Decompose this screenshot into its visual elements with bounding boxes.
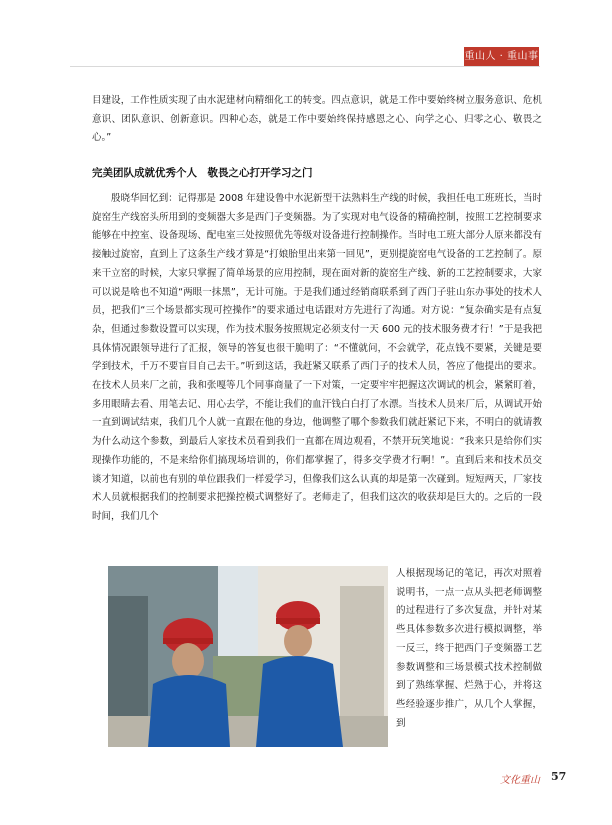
section-tab: 重山人 · 重山事 [464,47,539,66]
paragraph-body: 殷晓华回忆到：记得那是 2008 年建设鲁中水泥新型干法熟料生产线的时候，我担任电工班班长，当时旋窑生产线窑头所用到的变频器大多是西门子变频器。为了实现对电气设备的精确控制，按照工艺控制要求能够在中控室、设备现场、配电室三处按照优先等级对设备进行控制操作。当时电工班大部分人原来都没有接触过旋窑，直到上了这条生产线才算是“打娘胎里出来第一回见”，更别提旋窑电气设备的工艺控制了。原来干立窑的时候，大家只掌握了简单场景的应用控制，现在面对新的旋窑生产线、新的工艺控制要求，大家可以说是啥也不知道“两眼一抹黑”，无计可施。于是我们通过经销商联系到了西门子驻山东办事处的技术人员，把我们“三个场景都实现可控操作”的要求通过电话跟对方先进行了沟通。对方说：“复杂确实是有点复杂，但通过参数设置可以实现，作为技术服务按照规定必须支付一天 600 元的技术服务费才行！”于是我把具体情况跟领导进行了汇报，领导的答复也很干脆明了：“不懂就问，不会就学，花点钱不要紧，关键是要学到技术，千万不要盲目自己去干。”听到这话，我赶紧又联系了西门子的技术人员，答应了他提出的要求。在技术人员来厂之前，我和张嘎等几个同事商量了一下对策，一定要牢牢把握这次调试的机会，紧紧盯着，多用眼睛去看、用笔去记、用心去学，不能让我们的血汗钱白白打了水漂。当技术人员来厂后，从调试开始一直到调试结束，我们几个人就一直跟在他的身边，他调整了哪个参数我们就赶紧记下来，不明白的就请教为什么动这个参数，到最后人家技术员看到我们一直都在周边观看，不禁开玩笑地说：“我来只是给你们实现操作功能的，不是来给你们搞现场培训的，你们都掌握了，得多交学费才行啊！”。直到后来和技术员交谈才知道，以前也有别的单位跟我们一样爱学习，但像我们这么认真的却是第一次碰到。短短两天，厂家技术人员就根据我们的控制要求把操控模式调整好了。老师走了，但我们这次的收获却是巨大的。之后的一段时间，我们几个 [92,193,542,522]
magazine-logo: 文化重山 [500,775,540,786]
workers-photo [108,566,388,747]
paragraph-continued: 人根据现场记的笔记，再次对照着说明书，一点一点从头把老师调整的过程进行了多次复盘，并针对某些具体参数多次进行模拟调整，举一反三，终于把西门子变频器工艺参数调整和三场景模式技术控制做到了熟练掌握、烂熟于心，并将这些经验逐步推广，从几个人掌握，到 [396,568,542,729]
header-divider [70,66,540,67]
section-heading: 完美团队成就优秀个人 敬畏之心打开学习之门 [92,167,313,179]
paragraph-intro: 目建设，工作性质实现了由水泥建材向精细化工的转变。四点意识，就是工作中要始终树立服务意识、危机意识、团队意识、创新意识。四种心态，就是工作中要始终保持感恩之心、向学之心、归零之心、敬畏之心。” [92,95,542,144]
page-number: 57 [551,770,567,783]
